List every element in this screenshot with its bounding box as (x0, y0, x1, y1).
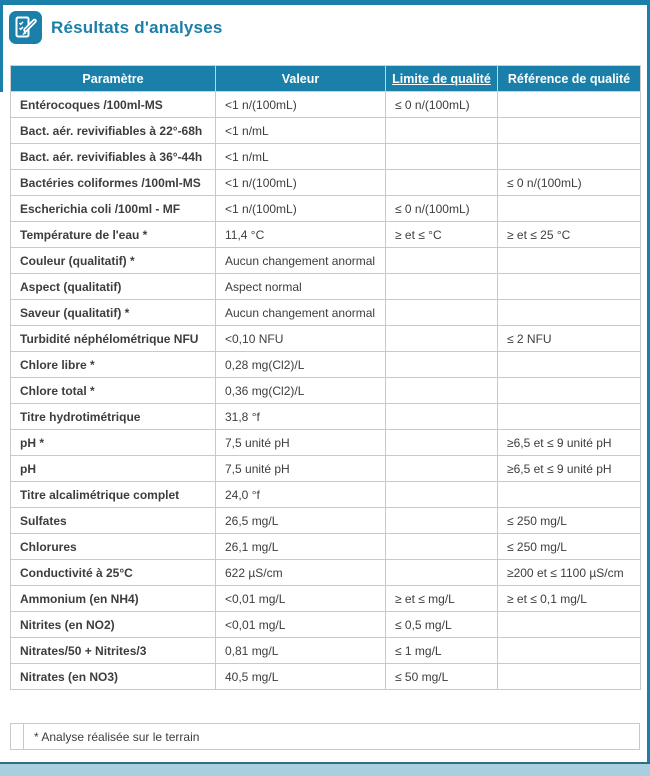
limit-cell: ≥ et ≤ mg/L (386, 586, 498, 612)
limit-cell (386, 378, 498, 404)
table-row (11, 170, 641, 196)
param-cell: Nitrites (en NO2) (11, 612, 216, 638)
reference-cell (498, 118, 641, 144)
table-row (11, 196, 641, 222)
value-cell: 0,81 mg/L (216, 638, 386, 664)
value-cell: 40,5 mg/L (216, 664, 386, 690)
reference-cell: ≤ 250 mg/L (498, 508, 641, 534)
reference-cell (498, 664, 641, 690)
table-row (11, 560, 641, 586)
table-row (11, 222, 641, 248)
reference-cell: ≥ et ≤ 0,1 mg/L (498, 586, 641, 612)
value-cell: <1 n/(100mL) (216, 92, 386, 118)
limit-cell (386, 430, 498, 456)
value-cell: 31,8 °f (216, 404, 386, 430)
col-header-parametre: Paramètre (11, 66, 216, 92)
reference-cell (498, 404, 641, 430)
limit-cell: ≥ et ≤ °C (386, 222, 498, 248)
param-cell: Turbidité néphélométrique NFU (11, 326, 216, 352)
reference-cell (498, 638, 641, 664)
table-row (11, 144, 641, 170)
clipboard-pencil-icon (9, 11, 42, 44)
limit-cell: ≤ 0 n/(100mL) (386, 196, 498, 222)
limit-cell: ≤ 50 mg/L (386, 664, 498, 690)
reference-cell: ≥6,5 et ≤ 9 unité pH (498, 430, 641, 456)
footnote-box (10, 723, 640, 750)
param-cell: Saveur (qualitatif) * (11, 300, 216, 326)
reference-cell (498, 144, 641, 170)
limit-cell: ≤ 1 mg/L (386, 638, 498, 664)
left-border (0, 0, 3, 92)
table-row (11, 586, 641, 612)
value-cell: 7,5 unité pH (216, 456, 386, 482)
param-cell: Aspect (qualitatif) (11, 274, 216, 300)
footnote-text: * Analyse réalisée sur le terrain (34, 729, 200, 744)
param-cell: Chlorures (11, 534, 216, 560)
reference-cell (498, 352, 641, 378)
table-row (11, 352, 641, 378)
param-cell: Ammonium (en NH4) (11, 586, 216, 612)
table-row (11, 404, 641, 430)
value-cell: <1 n/mL (216, 118, 386, 144)
param-cell: Entérocoques /100ml-MS (11, 92, 216, 118)
limit-cell (386, 508, 498, 534)
value-cell: <0,10 NFU (216, 326, 386, 352)
param-cell: Escherichia coli /100ml - MF (11, 196, 216, 222)
table-row (11, 534, 641, 560)
value-cell: <0,01 mg/L (216, 612, 386, 638)
reference-cell (498, 482, 641, 508)
param-cell: Titre alcalimétrique complet (11, 482, 216, 508)
param-cell: Sulfates (11, 508, 216, 534)
table-row (11, 300, 641, 326)
page-header (9, 11, 223, 44)
table-row (11, 638, 641, 664)
reference-cell: ≤ 0 n/(100mL) (498, 170, 641, 196)
table-row (11, 612, 641, 638)
table-row (11, 664, 641, 690)
reference-cell (498, 612, 641, 638)
limit-cell (386, 274, 498, 300)
param-cell: Chlore libre * (11, 352, 216, 378)
reference-cell: ≤ 2 NFU (498, 326, 641, 352)
value-cell: 7,5 unité pH (216, 430, 386, 456)
reference-cell (498, 196, 641, 222)
limit-cell (386, 170, 498, 196)
bottom-strip (0, 762, 650, 776)
reference-cell (498, 92, 641, 118)
limit-cell (386, 560, 498, 586)
table-row (11, 92, 641, 118)
limit-cell (386, 482, 498, 508)
results-table (10, 65, 641, 690)
results-table-body (11, 92, 641, 690)
param-cell: Bact. aér. revivifiables à 22°-68h (11, 118, 216, 144)
limit-cell (386, 144, 498, 170)
limit-cell (386, 534, 498, 560)
col-header-limite[interactable] (386, 66, 498, 92)
param-cell: Couleur (qualitatif) * (11, 248, 216, 274)
reference-cell: ≤ 250 mg/L (498, 534, 641, 560)
reference-cell (498, 248, 641, 274)
footnote-spacer-cell (11, 724, 24, 749)
limit-cell (386, 352, 498, 378)
table-row (11, 118, 641, 144)
col-header-reference: Référence de qualité (498, 66, 641, 92)
value-cell: 0,28 mg(Cl2)/L (216, 352, 386, 378)
limit-cell (386, 456, 498, 482)
reference-cell: ≥200 et ≤ 1100 µS/cm (498, 560, 641, 586)
table-row (11, 274, 641, 300)
value-cell: <1 n/(100mL) (216, 170, 386, 196)
limite-header-link[interactable]: Limite de qualité (392, 71, 491, 86)
limit-cell (386, 248, 498, 274)
value-cell: <1 n/mL (216, 144, 386, 170)
reference-cell: ≥6,5 et ≤ 9 unité pH (498, 456, 641, 482)
value-cell: Aspect normal (216, 274, 386, 300)
param-cell: Température de l'eau * (11, 222, 216, 248)
page-title: Résultats d'analyses (51, 17, 223, 37)
param-cell: pH (11, 456, 216, 482)
param-cell: pH * (11, 430, 216, 456)
reference-cell: ≥ et ≤ 25 °C (498, 222, 641, 248)
table-row (11, 508, 641, 534)
table-row (11, 326, 641, 352)
value-cell: 24,0 °f (216, 482, 386, 508)
value-cell: <0,01 mg/L (216, 586, 386, 612)
param-cell: Bactéries coliformes /100ml-MS (11, 170, 216, 196)
value-cell: Aucun changement anormal (216, 248, 386, 274)
col-header-valeur: Valeur (216, 66, 386, 92)
value-cell: 11,4 °C (216, 222, 386, 248)
limit-cell: ≤ 0 n/(100mL) (386, 92, 498, 118)
limit-cell (386, 300, 498, 326)
limit-cell (386, 326, 498, 352)
value-cell: 0,36 mg(Cl2)/L (216, 378, 386, 404)
value-cell: 26,5 mg/L (216, 508, 386, 534)
value-cell: 622 µS/cm (216, 560, 386, 586)
table-row (11, 378, 641, 404)
value-cell: Aucun changement anormal (216, 300, 386, 326)
top-border (0, 0, 650, 5)
param-cell: Titre hydrotimétrique (11, 404, 216, 430)
param-cell: Chlore total * (11, 378, 216, 404)
limit-cell: ≤ 0,5 mg/L (386, 612, 498, 638)
param-cell: Nitrates/50 + Nitrites/3 (11, 638, 216, 664)
table-header-row (11, 66, 641, 92)
reference-cell (498, 300, 641, 326)
table-row (11, 482, 641, 508)
param-cell: Nitrates (en NO3) (11, 664, 216, 690)
table-row (11, 248, 641, 274)
param-cell: Conductivité à 25°C (11, 560, 216, 586)
reference-cell (498, 274, 641, 300)
reference-cell (498, 378, 641, 404)
value-cell: <1 n/(100mL) (216, 196, 386, 222)
table-row (11, 456, 641, 482)
limit-cell (386, 118, 498, 144)
table-row (11, 430, 641, 456)
param-cell: Bact. aér. revivifiables à 36°-44h (11, 144, 216, 170)
limit-cell (386, 404, 498, 430)
value-cell: 26,1 mg/L (216, 534, 386, 560)
